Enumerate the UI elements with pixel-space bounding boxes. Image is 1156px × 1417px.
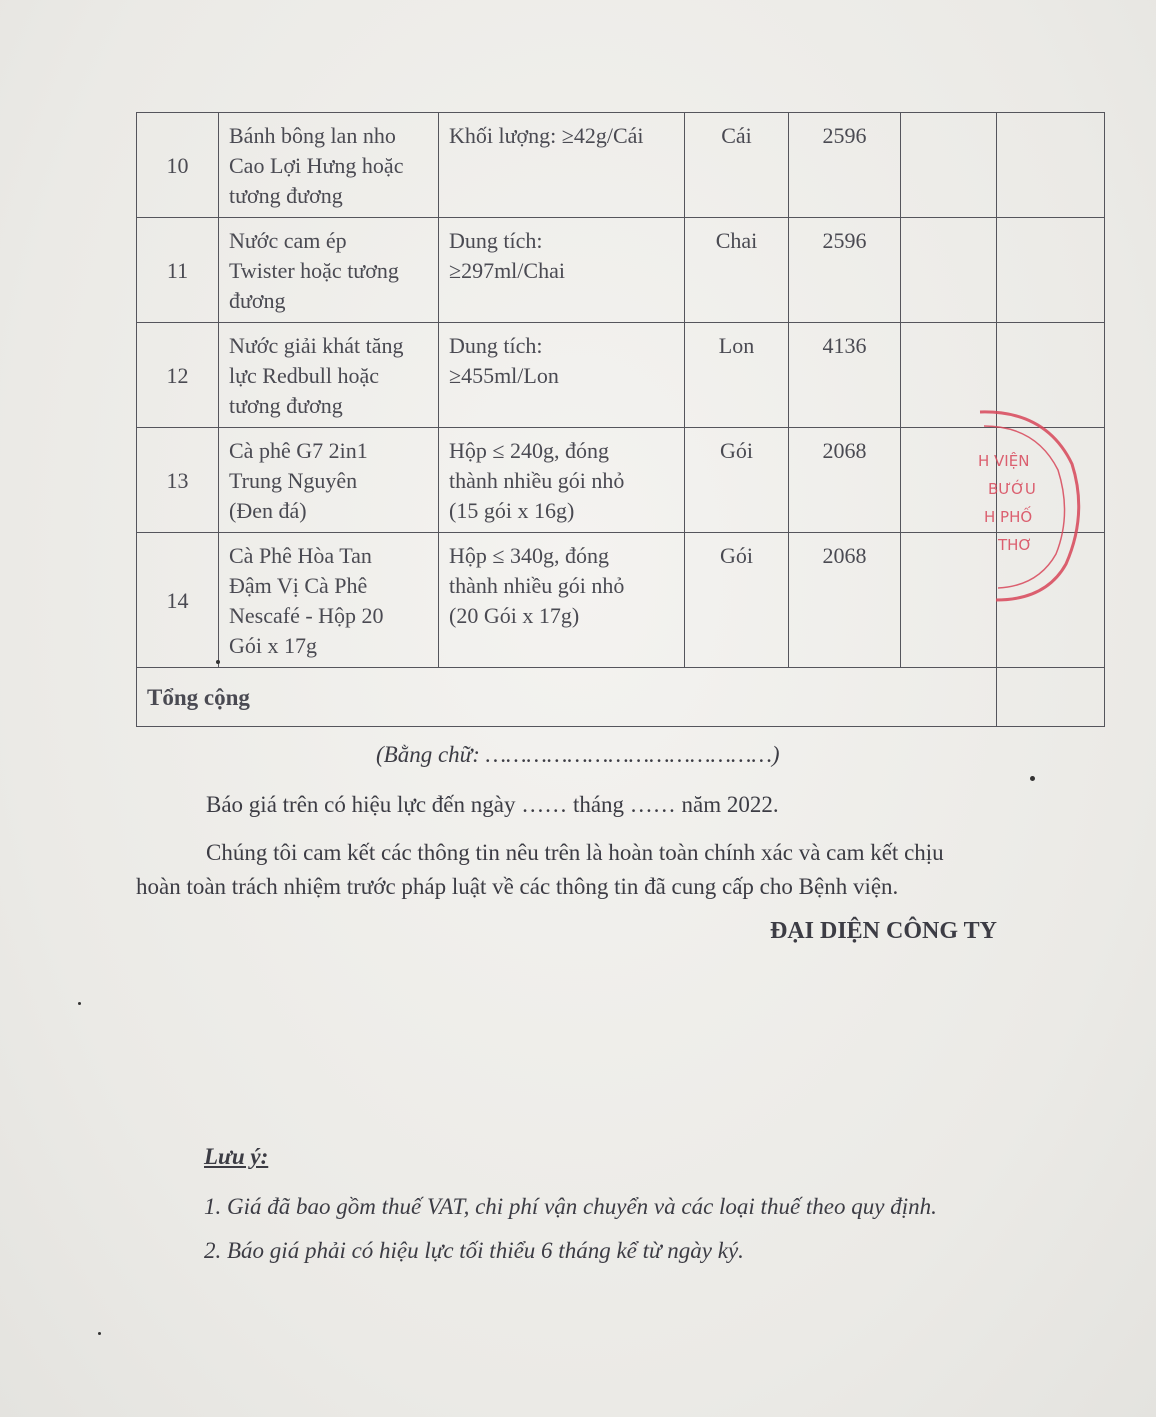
row-quantity: 2596 xyxy=(789,218,901,323)
total-label: Tổng cộng xyxy=(137,668,997,727)
row-quantity: 4136 xyxy=(789,323,901,428)
commitment-line-2: hoàn toàn trách nhiệm trước pháp luật về các thông tin đã cung cấp cho Bệnh viện. xyxy=(136,874,899,899)
row-item-name: Nước giải khát tăng lực Redbull hoặc tương đương xyxy=(219,323,439,428)
note-item: 2. Báo giá phải có hiệu lực tối thiểu 6 tháng kể từ ngày ký. xyxy=(204,1238,744,1263)
table-row xyxy=(137,218,1105,323)
amount-in-words: (Bằng chữ: ……………………………………) xyxy=(376,742,780,767)
note-item: 1. Giá đã bao gồm thuế VAT, chi phí vận chuyển và các loại thuế theo quy định. xyxy=(204,1194,937,1219)
quotation-table xyxy=(136,112,1105,727)
row-unit-price xyxy=(901,533,997,668)
row-unit-price xyxy=(901,113,997,218)
row-quantity: 2596 xyxy=(789,113,901,218)
row-item-name: Nước cam ép Twister hoặc tương đương xyxy=(219,218,439,323)
total-row xyxy=(137,668,1105,727)
validity-statement: Báo giá trên có hiệu lực đến ngày …… tháng …… năm 2022. xyxy=(206,792,779,817)
row-quantity: 2068 xyxy=(789,428,901,533)
row-item-name: Cà phê G7 2in1 Trung Nguyên (Đen đá) xyxy=(219,428,439,533)
row-unit-price xyxy=(901,323,997,428)
row-specification: Khối lượng: ≥42g/Cái xyxy=(439,113,685,218)
notes-title: Lưu ý: xyxy=(204,1144,269,1169)
row-amount xyxy=(997,533,1105,668)
row-specification: Dung tích: ≥455ml/Lon xyxy=(439,323,685,428)
ink-speck xyxy=(98,1332,101,1335)
row-specification: Hộp ≤ 240g, đóng thành nhiều gói nhỏ (15 gói x 16g) xyxy=(439,428,685,533)
company-representative: ĐẠI DIỆN CÔNG TY xyxy=(770,918,997,944)
row-amount xyxy=(997,218,1105,323)
row-specification: Dung tích: ≥297ml/Chai xyxy=(439,218,685,323)
row-amount xyxy=(997,323,1105,428)
stamp-text: H PHỐ xyxy=(984,508,1033,526)
row-stt: 12 xyxy=(137,323,219,428)
row-stt: 14 xyxy=(137,533,219,668)
row-stt: 10 xyxy=(137,113,219,218)
table-row xyxy=(137,533,1105,668)
row-item-name: Bánh bông lan nho Cao Lợi Hưng hoặc tương đương xyxy=(219,113,439,218)
row-unit: Lon xyxy=(685,323,789,428)
row-unit-price xyxy=(901,428,997,533)
row-unit: Chai xyxy=(685,218,789,323)
table-row xyxy=(137,113,1105,218)
stamp-text: THƠ xyxy=(998,536,1033,554)
ink-speck xyxy=(216,660,220,664)
ink-speck xyxy=(78,1002,81,1005)
row-specification: Hộp ≤ 340g, đóng thành nhiều gói nhỏ (20 Gói x 17g) xyxy=(439,533,685,668)
row-quantity: 2068 xyxy=(789,533,901,668)
ink-speck xyxy=(1030,776,1035,781)
row-amount xyxy=(997,428,1105,533)
row-amount xyxy=(997,113,1105,218)
total-amount xyxy=(997,668,1105,727)
row-unit-price xyxy=(901,218,997,323)
row-stt: 11 xyxy=(137,218,219,323)
row-unit: Gói xyxy=(685,428,789,533)
stamp-text: H VIỆN xyxy=(978,452,1030,470)
commitment-line-1: Chúng tôi cam kết các thông tin nêu trên là hoàn toàn chính xác và cam kết chịu xyxy=(206,840,944,865)
table-row xyxy=(137,323,1105,428)
table-row xyxy=(137,428,1105,533)
row-item-name: Cà Phê Hòa Tan Đậm Vị Cà Phê Nescafé - Hộp 20 Gói x 17g xyxy=(219,533,439,668)
row-unit: Cái xyxy=(685,113,789,218)
stamp-text: BƯỚU xyxy=(988,480,1036,498)
row-stt: 13 xyxy=(137,428,219,533)
row-unit: Gói xyxy=(685,533,789,668)
